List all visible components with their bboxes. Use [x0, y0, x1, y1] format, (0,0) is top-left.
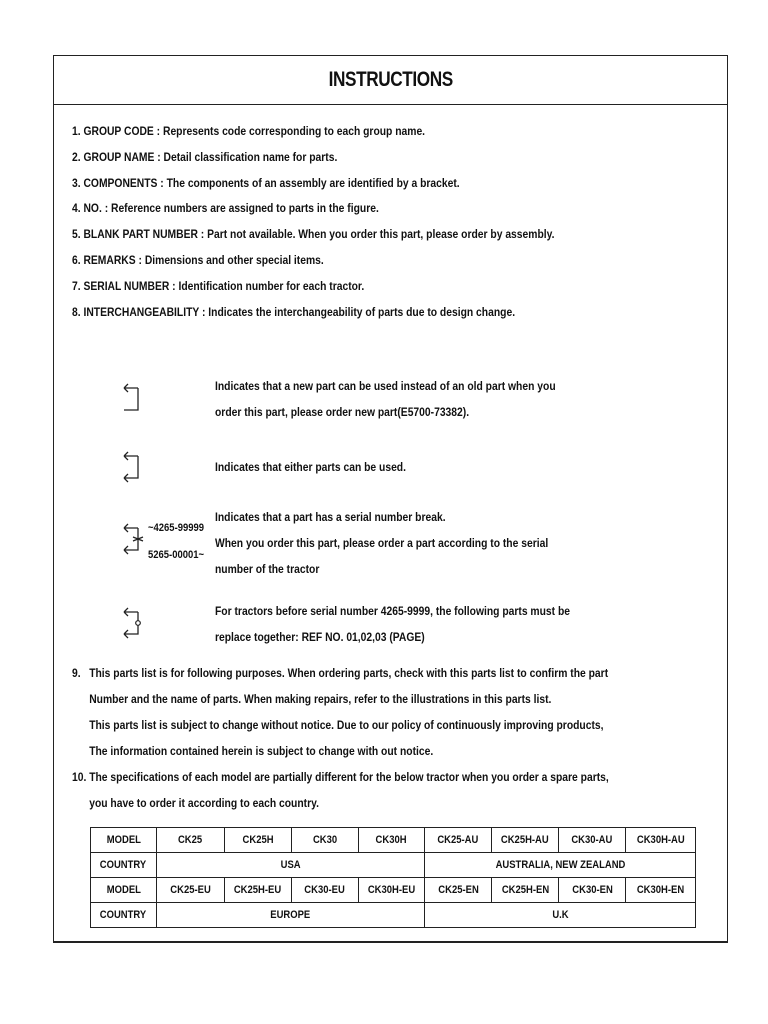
definition-item: 8. INTERCHANGEABILITY : Indicates the interchangeability of parts due to design change.: [72, 304, 516, 319]
definition-item: 4. NO. : Reference numbers are assigned to parts in the figure.: [72, 201, 379, 216]
table-cell: CK25-EN: [425, 878, 492, 903]
page-title: INSTRUCTIONS: [328, 68, 453, 91]
either-part-interchange-icon: [120, 450, 144, 484]
table-cell: CK30-EU: [291, 878, 358, 903]
note-line: Number and the name of parts. When making repairs, refer to the illustrations in this parts list.: [89, 692, 552, 706]
symbol-desc-line: number of the tractor: [215, 562, 320, 576]
table-cell: MODEL: [91, 878, 157, 903]
symbol-desc-line: replace together: REF NO. 01,02,03 (PAGE): [215, 630, 425, 644]
note-10: [72, 764, 609, 816]
symbol-desc-line: Indicates that a new part can be used instead of an old part when you: [215, 379, 556, 393]
table-cell: CK25: [156, 828, 224, 853]
symbol-desc-4: [215, 598, 570, 650]
table-row: [91, 853, 696, 878]
note-line: you have to order it according to each country.: [89, 796, 319, 810]
symbol-desc-line: Indicates that a part has a serial number break.: [215, 510, 446, 524]
symbol-desc-line: For tractors before serial number 4265-9999, the following parts must be: [215, 604, 570, 618]
symbol-desc-2: [215, 454, 406, 480]
table-cell: CK25H: [224, 828, 291, 853]
serial-to-label: 5265-00001~: [148, 549, 205, 561]
table-cell: U.K: [425, 903, 696, 928]
table-cell: CK25H-AU: [492, 828, 559, 853]
table-cell: CK25-AU: [425, 828, 492, 853]
table-cell: CK30H: [358, 828, 425, 853]
replace-together-icon: [120, 606, 144, 640]
note-line: This parts list is for following purposes. When ordering parts, check with this parts list to confirm the part: [89, 666, 609, 680]
model-country-table: [90, 827, 696, 928]
serial-from-label: ~4265-99999: [148, 522, 205, 534]
note-line: The information contained herein is subject to change with out notice.: [89, 744, 434, 758]
table-cell: CK30: [291, 828, 358, 853]
table-cell: CK25-EU: [156, 878, 224, 903]
serial-break-icon: [120, 522, 144, 556]
table-row: [91, 878, 696, 903]
symbol-desc-line: When you order this part, please order a part according to the serial: [215, 536, 549, 550]
table-cell: CK30-AU: [559, 828, 626, 853]
table-cell: CK30H-AU: [626, 828, 696, 853]
table-cell: CK30-EN: [559, 878, 626, 903]
note-number: 9.: [72, 666, 81, 680]
table-cell: CK30H-EN: [626, 878, 696, 903]
definition-item: 3. COMPONENTS : The components of an assembly are identified by a bracket.: [72, 175, 460, 190]
symbol-desc-1: [215, 373, 556, 425]
table-cell: USA: [156, 853, 425, 878]
table-cell: COUNTRY: [91, 903, 157, 928]
table-cell: CK30H-EU: [358, 878, 425, 903]
table-cell: EUROPE: [156, 903, 425, 928]
table-row: [91, 828, 696, 853]
definitions-list: [72, 123, 633, 329]
definition-item: 6. REMARKS : Dimensions and other special items.: [72, 252, 324, 267]
instructions-frame: [53, 55, 728, 943]
table-cell: COUNTRY: [91, 853, 157, 878]
symbol-desc-line: order this part, please order new part(E5700-73382).: [215, 405, 470, 419]
definition-item: 5. BLANK PART NUMBER : Part not available. When you order this part, please order by assembly.: [72, 227, 555, 242]
note-9: [72, 660, 608, 764]
definition-item: 7. SERIAL NUMBER : Identification number for each tractor.: [72, 278, 365, 293]
note-number: 10.: [72, 770, 87, 784]
note-line: This parts list is subject to change without notice. Due to our policy of continuously improving products,: [89, 718, 604, 732]
table-cell: MODEL: [91, 828, 157, 853]
new-part-interchange-icon: [120, 382, 144, 414]
table-row: [91, 903, 696, 928]
definition-item: 1. GROUP CODE : Represents code corresponding to each group name.: [72, 124, 426, 138]
title-row: [54, 56, 727, 105]
table-cell: CK25H-EN: [492, 878, 559, 903]
symbol-desc-line: Indicates that either parts can be used.: [215, 460, 406, 474]
table-cell: CK25H-EU: [224, 878, 291, 903]
table-cell: AUSTRALIA, NEW ZEALAND: [425, 853, 696, 878]
note-line: The specifications of each model are partially different for the below tractor when you order a spare parts,: [89, 770, 609, 784]
definition-item: 2. GROUP NAME : Detail classification name for parts.: [72, 149, 338, 164]
symbol-desc-3: [215, 504, 548, 582]
